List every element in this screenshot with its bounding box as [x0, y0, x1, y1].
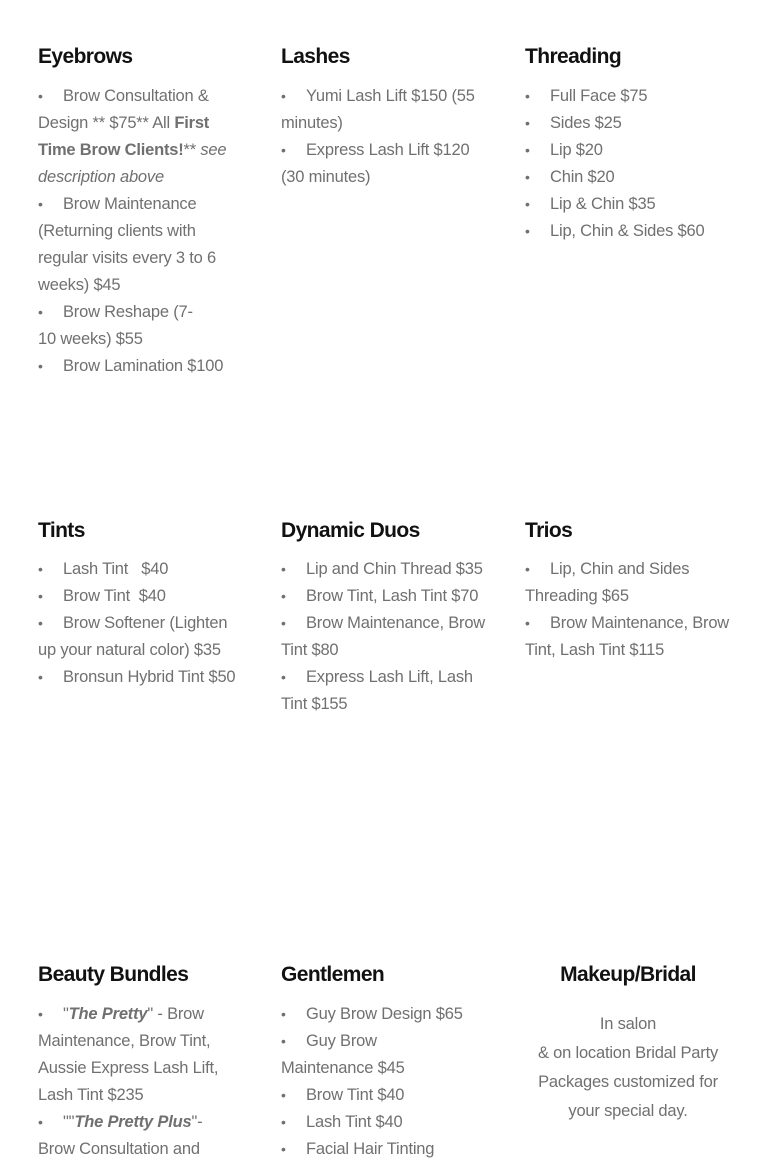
list-item: • Brow Maintenance, Brow Tint $80 — [281, 614, 486, 659]
list-item: • Guy Brow Maintenance $45 — [281, 1032, 405, 1077]
trios-section — [525, 518, 737, 664]
threading-heading: Threading — [525, 45, 622, 68]
list-item: • Brow Maintenance, Brow Tint, Lash Tint $115 — [525, 614, 730, 659]
tints-heading: Tints — [38, 519, 85, 542]
list-item: • Lash Tint $40 — [281, 1113, 403, 1131]
list-item: • Brow Maintenance (Returning clients with regular visits every 3 to 6 weeks) $45 — [38, 195, 217, 294]
threading-list — [525, 83, 745, 245]
makeup-bridal-heading: Makeup/Bridal — [560, 963, 696, 986]
threading-section — [525, 44, 745, 245]
list-item: • Guy Brow Design $65 — [281, 1005, 463, 1023]
list-item: • Brow Tint $40 — [38, 587, 166, 605]
beauty-bundles-list — [38, 1001, 238, 1163]
list-item: • Brow Lamination $100 — [38, 357, 224, 375]
bridal-description: & on location Bridal Party Packages customized for your special day. — [537, 1044, 719, 1120]
list-item: • Lip & Chin $35 — [525, 195, 656, 213]
eyebrows-section — [38, 44, 246, 380]
list-item: • Full Face $75 — [525, 87, 648, 105]
list-item: • Sides $25 — [525, 114, 622, 132]
list-item: • Chin $20 — [525, 168, 615, 186]
eyebrows-list — [38, 83, 246, 380]
list-item: • Bronsun Hybrid Tint $50 — [38, 668, 236, 686]
list-item: • Brow Consultation & Design ** $75** All First Time Brow Clients!** see description above — [38, 87, 227, 186]
lashes-list — [281, 83, 489, 191]
gentlemen-list — [281, 1001, 491, 1163]
list-item: • Lash Tint $40 — [38, 560, 169, 578]
list-item: • Lip $20 — [525, 141, 603, 159]
lashes-section — [281, 44, 489, 191]
gentlemen-section — [281, 962, 491, 1163]
list-item: • Express Lash Lift $120 (30 minutes) — [281, 141, 470, 186]
gentlemen-heading: Gentlemen — [281, 963, 385, 986]
list-item: • Brow Tint $40 — [281, 1086, 405, 1104]
lashes-heading: Lashes — [281, 45, 350, 68]
list-item: • "The Pretty" - Brow Maintenance, Brow Tint, Aussie Express Lash Lift, Lash Tint $235 — [38, 1005, 219, 1104]
dynamic-duos-list — [281, 556, 489, 718]
makeup-bridal-section — [522, 962, 734, 1126]
dynamic-duos-heading: Dynamic Duos — [281, 519, 420, 542]
dynamic-duos-section — [281, 518, 489, 718]
tints-section — [38, 518, 246, 691]
list-item: • Brow Reshape (7-10 weeks) $55 — [38, 303, 193, 348]
list-item: • Yumi Lash Lift $150 (55 minutes) — [281, 87, 475, 132]
list-item: • Brow Softener (Lighten up your natural color) $35 — [38, 614, 228, 659]
eyebrows-heading: Eyebrows — [38, 45, 133, 68]
trios-list — [525, 556, 737, 664]
list-item: • Facial Hair Tinting — [281, 1140, 435, 1158]
list-item: • ""The Pretty Plus"- Brow Consultation and — [38, 1113, 203, 1158]
trios-heading: Trios — [525, 519, 573, 542]
beauty-bundles-section — [38, 962, 238, 1163]
tints-list — [38, 556, 246, 691]
list-item: • Lip, Chin & Sides $60 — [525, 222, 705, 240]
bridal-line-in-salon: In salon — [599, 1015, 657, 1033]
list-item: • Lip and Chin Thread $35 — [281, 560, 483, 578]
list-item: • Express Lash Lift, Lash Tint $155 — [281, 668, 473, 713]
beauty-bundles-heading: Beauty Bundles — [38, 963, 189, 986]
list-item: • Lip, Chin and Sides Threading $65 — [525, 560, 690, 605]
list-item: • Brow Tint, Lash Tint $70 — [281, 587, 479, 605]
